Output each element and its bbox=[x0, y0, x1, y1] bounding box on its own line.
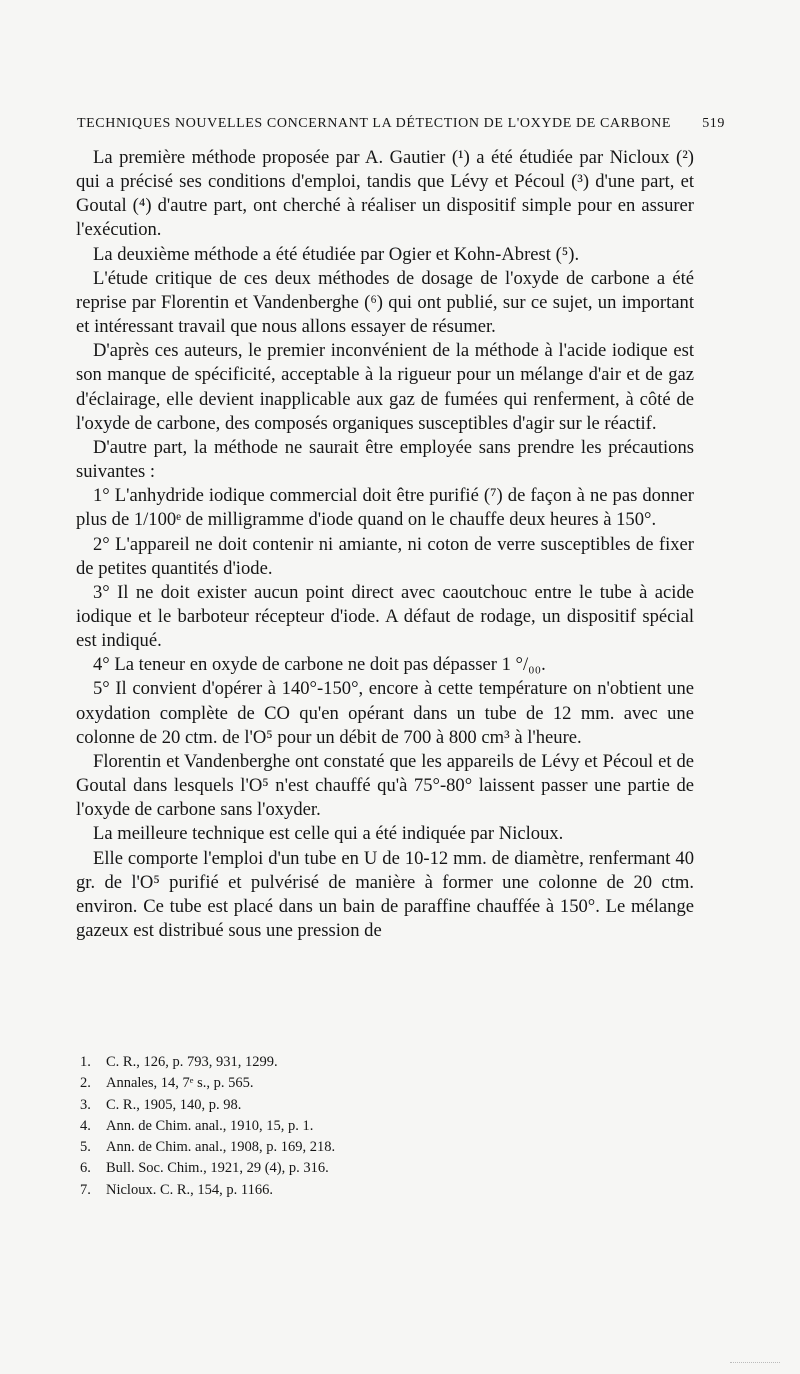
footnote-text: Bull. Soc. Chim., 1921, 29 (4), p. 316. bbox=[106, 1160, 329, 1177]
footnote-number: 4. bbox=[80, 1117, 91, 1134]
list-item-4: 4° La teneur en oxyde de carbone ne doit pas dépasser 1 °/₀₀. bbox=[93, 654, 546, 676]
paragraph: La meilleure technique est celle qui a été indiquée par Nicloux. bbox=[93, 823, 564, 845]
footnote bbox=[80, 1116, 480, 1137]
running-header bbox=[77, 116, 725, 132]
footnote-number: 3. bbox=[80, 1096, 91, 1113]
footnote-number: 1. bbox=[80, 1054, 91, 1070]
footnote bbox=[80, 1158, 480, 1179]
list-item-2: 2° L'appareil ne doit contenir ni amiante, ni coton de verre susceptibles de fixer de petites quantités d'iode. bbox=[76, 533, 694, 579]
scan-artifact bbox=[730, 1356, 780, 1363]
footnote bbox=[80, 1180, 480, 1201]
footnote bbox=[80, 1073, 480, 1094]
list-item-1: 1° L'anhydride iodique commercial doit être purifié (⁷) de façon à ne pas donner plus de 1/100ᵉ de milligramme d'iode quand on le chauffe deux heures à 150°. bbox=[76, 485, 694, 531]
running-title: TECHNIQUES NOUVELLES CONCERNANT LA DÉTECTION DE L'OXYDE DE CARBONE bbox=[77, 116, 672, 131]
footnote-text: C. R., 126, p. 793, 931, 1299. bbox=[106, 1054, 278, 1070]
footnotes bbox=[80, 1052, 480, 1201]
footnote bbox=[80, 1137, 480, 1158]
paragraph: D'autre part, la méthode ne saurait être employée sans prendre les précautions suivantes : bbox=[76, 436, 694, 483]
list-item-5: 5° Il convient d'opérer à 140°-150°, encore à cette température on n'obtient une oxydation complète de CO qu'en opérant dans un tube de 12 mm. avec une colonne de 20 ctm. de l'O⁵ pour un débit de 700 à 800 cm³ à l'heure. bbox=[76, 678, 694, 748]
paragraph: Florentin et Vandenberghe ont constaté que les appareils de Lévy et Pécoul et de Goutal dans lesquels l'O⁵ n'est chauffé qu'à 75°-80° laissent passer une partie de l'oxyde de carbone sans l'oxyder. bbox=[76, 750, 694, 821]
footnote-number: 5. bbox=[80, 1139, 91, 1156]
footnote-text: Nicloux. C. R., 154, p. 1166. bbox=[106, 1181, 274, 1198]
paragraph: La deuxième méthode a été étudiée par Ogier et Kohn-Abrest (⁵). bbox=[93, 243, 580, 265]
paragraph: L'étude critique de ces deux méthodes de dosage de l'oxyde de carbone a été reprise par Florentin et Vandenberghe (⁶) qui ont publié, sur ce sujet, un important et intéressant travail que nous allons essayer de résumer. bbox=[76, 267, 694, 338]
footnote-text: Annales, 14, 7ᵉ s., p. 565. bbox=[106, 1075, 254, 1092]
footnote-text: Ann. de Chim. anal., 1908, p. 169, 218. bbox=[106, 1139, 336, 1156]
footnote bbox=[80, 1052, 480, 1073]
body-text bbox=[76, 146, 694, 943]
paragraph: Elle comporte l'emploi d'un tube en U de 10-12 mm. de diamètre, renfermant 40 gr. de l'O⁵ purifié et pulvérisé de manière à former une colonne de 20 ctm. environ. Ce tube est placé dans un bain de paraffine chauffée à 150°. Le mélange gazeux est distribué sous une pression de bbox=[76, 847, 694, 941]
list-item-3: 3° Il ne doit exister aucun point direct avec caoutchouc entre le tube à acide iodique et le barboteur récepteur d'iode. A défaut de rodage, un dispositif spécial est indiqué. bbox=[76, 581, 694, 652]
footnote-text: Ann. de Chim. anal., 1910, 15, p. 1. bbox=[106, 1117, 314, 1134]
page-number: 519 bbox=[702, 116, 725, 131]
footnote bbox=[80, 1095, 480, 1116]
paragraph: La première méthode proposée par A. Gautier (¹) a été étudiée par Nicloux (²) qui a précisé ses conditions d'emploi, tandis que Lévy et Pécoul (³) d'une part, et Goutal (⁴) d'autre part, ont cherché à réaliser un dispositif simple pour en assurer l'exécution. bbox=[76, 147, 694, 241]
footnote-number: 2. bbox=[80, 1075, 91, 1092]
footnote-text: C. R., 1905, 140, p. 98. bbox=[106, 1096, 242, 1113]
paragraph: D'après ces auteurs, le premier inconvénient de la méthode à l'acide iodique est son manque de spécificité, acceptable à la rigueur pour un mélange d'air et de gaz d'éclairage, elle devient inapplicable aux gaz de fumées qui renferment, à côté de l'oxyde de carbone, des composés organiques susceptibles d'agir sur le réactif. bbox=[76, 340, 694, 434]
footnote-number: 7. bbox=[80, 1181, 91, 1198]
footnote-number: 6. bbox=[80, 1160, 91, 1177]
